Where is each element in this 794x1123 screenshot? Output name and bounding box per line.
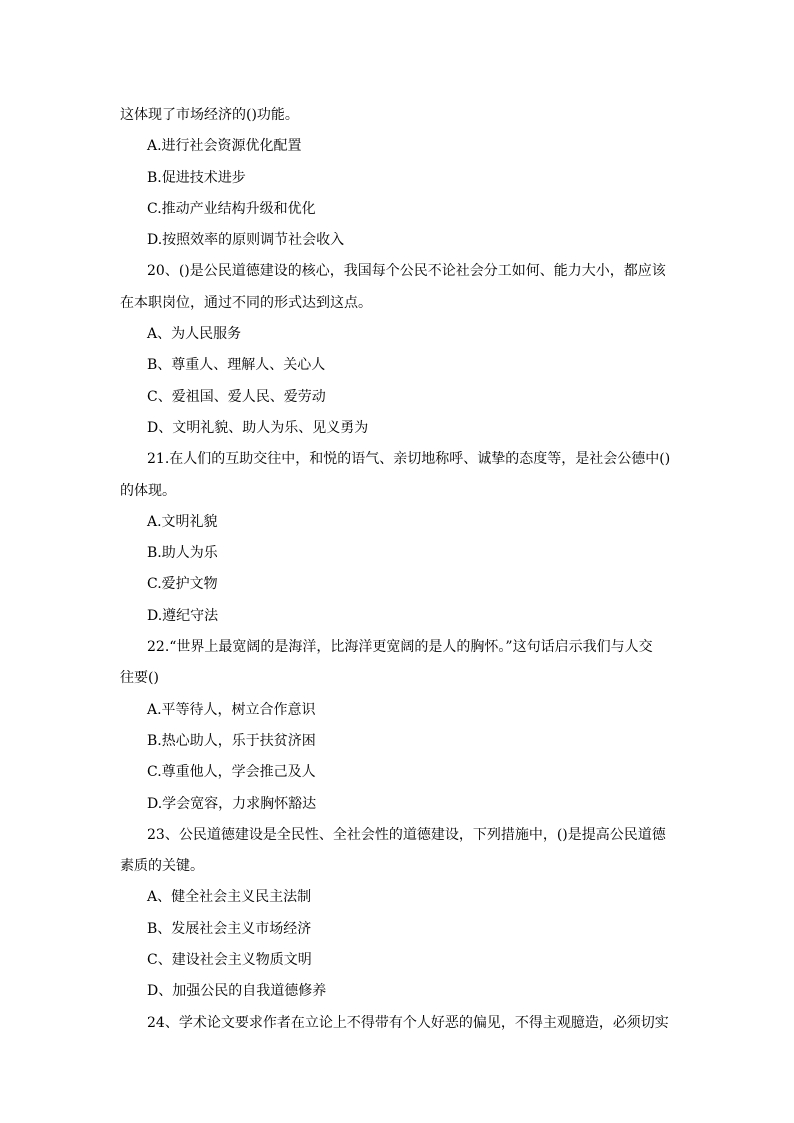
text-line: C、建设社会主义物质文明 bbox=[147, 952, 312, 969]
text-line: B.助人为乐 bbox=[147, 545, 218, 562]
text-line: A.文明礼貌 bbox=[147, 513, 218, 530]
text-line: 20、()是公民道德建设的核心，我国每个公民不论社会分工如何、能力大小，都应该 bbox=[147, 263, 666, 280]
text-line: C、爱祖国、爱人民、爱劳动 bbox=[147, 388, 326, 405]
text-line: 23、公民道德建设是全民性、全社会性的道德建设，下列措施中，()是提高公民道德 bbox=[147, 826, 666, 843]
text-line: 24、学术论文要求作者在立论上不得带有个人好恶的偏见，不得主观臆造，必须切实 bbox=[147, 1014, 669, 1031]
text-line: D.遵纪守法 bbox=[147, 607, 219, 624]
text-line: D.按照效率的原则调节社会收入 bbox=[147, 232, 345, 249]
text-line: A.进行社会资源优化配置 bbox=[147, 138, 302, 155]
text-line: B.促进技术进步 bbox=[147, 169, 246, 186]
document-body bbox=[120, 100, 676, 1039]
text-line: D.学会宽容，力求胸怀豁达 bbox=[147, 795, 317, 812]
text-line: B.热心助人，乐于扶贫济困 bbox=[147, 732, 316, 749]
text-line: 往要() bbox=[120, 670, 159, 687]
text-line: C.尊重他人，学会推己及人 bbox=[147, 764, 316, 781]
text-line: A、健全社会主义民主法制 bbox=[147, 889, 312, 906]
text-line: A.平等待人，树立合作意识 bbox=[147, 701, 316, 718]
text-line: B、尊重人、理解人、关心人 bbox=[147, 357, 326, 374]
text-line: 22.“世界上最宽阔的是海洋，比海洋更宽阔的是人的胸怀。”这句话启示我们与人交 bbox=[147, 639, 653, 656]
text-line: B、发展社会主义市场经济 bbox=[147, 920, 312, 937]
text-line: A、为人民服务 bbox=[147, 326, 242, 343]
text-line: D、加强公民的自我道德修养 bbox=[147, 983, 327, 1000]
text-line: 在本职岗位，通过不同的形式达到这点。 bbox=[120, 294, 372, 311]
text-line: 素质的关键。 bbox=[120, 858, 204, 875]
text-line: 21.在人们的互助交往中，和悦的语气、亲切地称呼、诚挚的态度等，是社会公德中() bbox=[147, 451, 671, 468]
text-line: D、文明礼貌、助人为乐、见义勇为 bbox=[147, 419, 369, 436]
text-line: C.推动产业结构升级和优化 bbox=[147, 200, 316, 217]
text-line: C.爱护文物 bbox=[147, 576, 218, 593]
text-line: 的体现。 bbox=[120, 482, 176, 499]
text-line: 这体现了市场经济的()功能。 bbox=[120, 107, 299, 123]
